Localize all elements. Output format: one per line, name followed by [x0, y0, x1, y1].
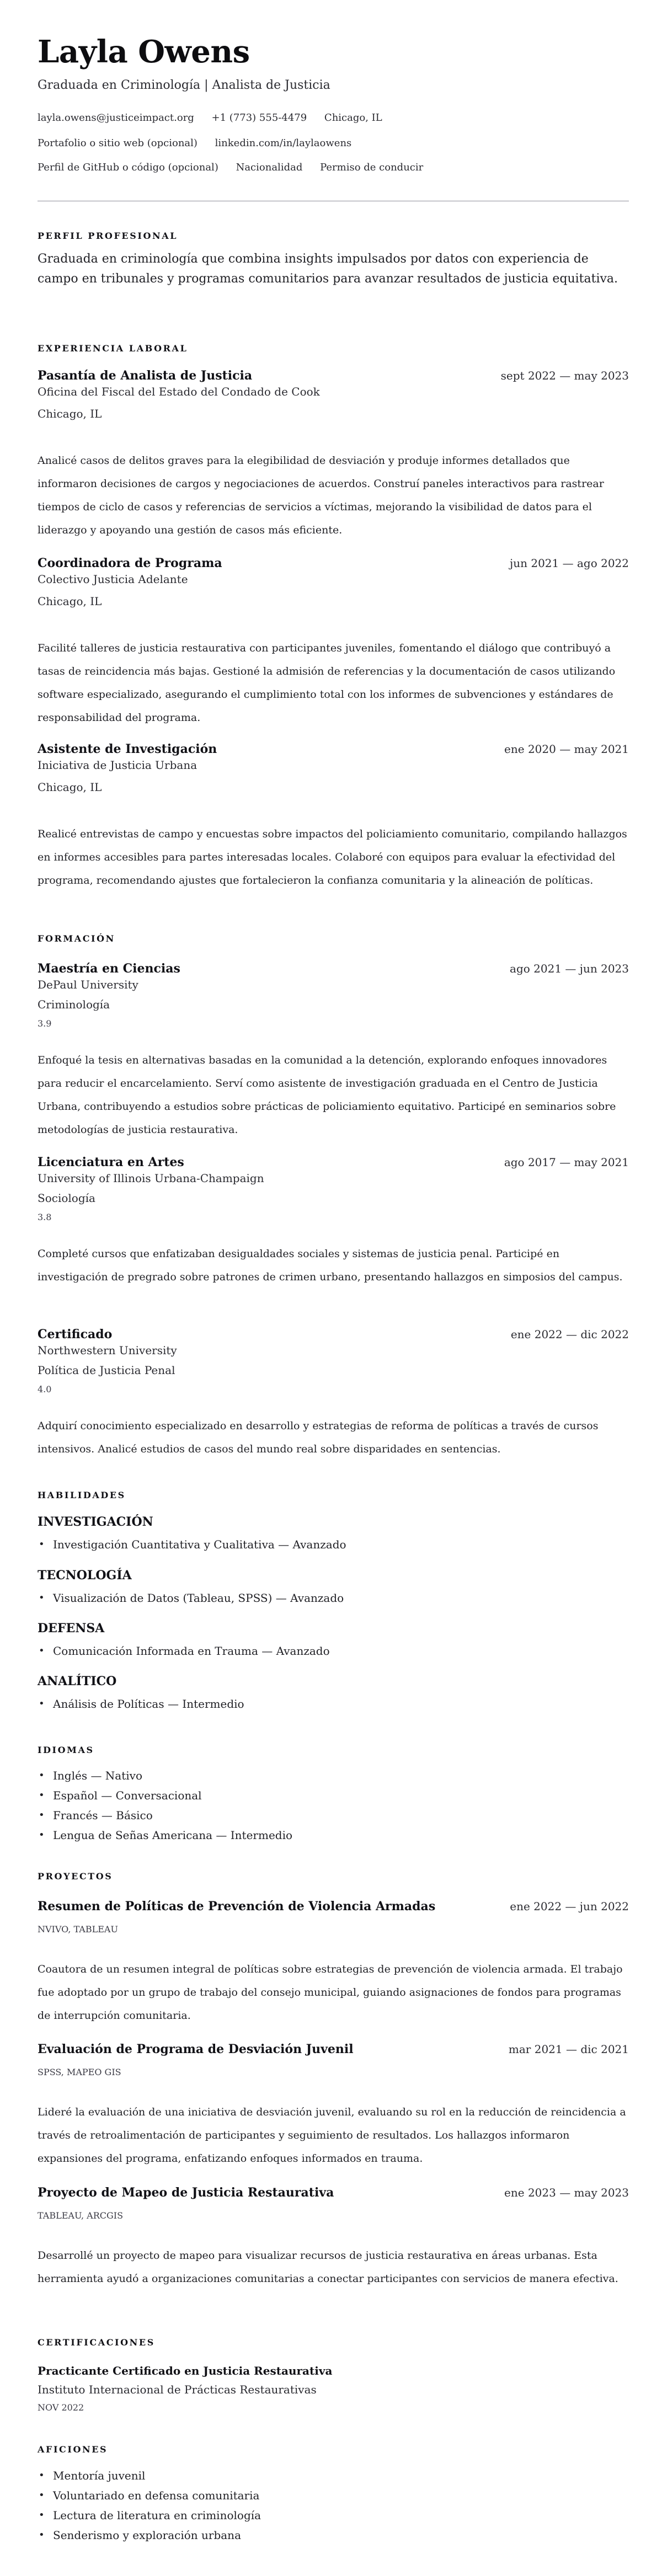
- job-title: Pasantía de Analista de Justicia: [38, 368, 253, 383]
- hobby-item: • Lectura de literatura en criminología: [38, 2508, 261, 2523]
- degree-title: Maestría en Ciencias: [38, 961, 180, 976]
- nationality-text: Nacionalidad: [236, 162, 303, 173]
- education-dates: ene 2022 — dic 2022: [510, 1328, 629, 1341]
- candidate-headline: Graduada en Criminología | Analista de Justicia: [38, 78, 330, 92]
- gpa-value: 3.9: [38, 1018, 52, 1029]
- school-name: University of Illinois Urbana-Champaign: [38, 1172, 264, 1185]
- gpa-value: 4.0: [38, 1384, 52, 1394]
- summary-text: Graduada en criminología que combina insights impulsados por datos con experiencia de campo en tribunales y programas comunitarios para avanzar resultados de justicia equitativa.: [38, 252, 618, 286]
- phone-link[interactable]: +1 (773) 555-4479: [211, 112, 307, 124]
- skill-list: [38, 1590, 344, 1606]
- certification-entry: [38, 2363, 332, 2414]
- project-tech: SPSS, MAPEO GIS: [38, 2067, 121, 2077]
- section-title-projects: PROYECTOS: [38, 1871, 113, 1882]
- education-entry: [38, 1326, 629, 1461]
- project-dates: mar 2021 — dic 2021: [508, 2043, 629, 2056]
- skill-list: [38, 1696, 244, 1712]
- project-description: Coautora de un resumen integral de políticas sobre estrategias de prevención de violencia armada. El trabajo fue adoptado por un grupo de trabajo del consejo municipal, guiando asignaciones de fondos para programas de interrupción comunitaria.: [38, 1963, 623, 2022]
- certification-issuer: Instituto Internacional de Prácticas Restaurativas: [38, 2383, 317, 2396]
- project-description: Lideré la evaluación de una iniciativa de desviación juvenil, evaluando su rol en la reducción de reincidencia a través de retroalimentación de participantes y seguimiento de resultados. Los hallazgos informaron expansiones del programa, enfatizando enfoques informados en trauma.: [38, 2106, 626, 2165]
- education-description: Adquirí conocimiento especializado en desarrollo y estrategias de reforma de políticas a través de cursos intensivos. Analicé estudios de casos del mundo real sobre disparidades en sentencias.: [38, 1420, 599, 1455]
- job-dates: ene 2020 — may 2021: [504, 742, 629, 756]
- project-name: Evaluación de Programa de Desviación Juvenil: [38, 2042, 354, 2056]
- skill-group-title: TECNOLOGÍA: [38, 1568, 132, 1583]
- contact-row-1: [38, 111, 397, 125]
- skill-item: • Visualización de Datos (Tableau, SPSS) — Avanzado: [38, 1590, 344, 1606]
- experience-entry: [38, 367, 629, 542]
- skill-group-title: ANALÍTICO: [38, 1674, 117, 1688]
- certification-date: NOV 2022: [38, 2402, 84, 2413]
- section-title-languages: IDIOMAS: [38, 1745, 94, 1755]
- job-description: Analicé casos de delitos graves para la elegibilidad de desviación y produje informes detallados que informaron decisiones de cargos y negociaciones de acuerdos. Construí paneles interactivos para rastrear tiempos de ciclo de casos y referencias de servicios a víctimas, mejorando la visibilidad de datos para el liderazgo y apoyando una gestión de casos más eficiente.: [38, 455, 604, 536]
- gpa-value: 3.8: [38, 1212, 52, 1222]
- job-organization: Colectivo Justicia Adelante: [38, 573, 188, 586]
- job-location: Chicago, IL: [38, 595, 102, 608]
- contact-row-2: [38, 137, 366, 150]
- skill-item: • Investigación Cuantitativa y Cualitativa — Avanzado: [38, 1537, 346, 1552]
- job-dates: jun 2021 — ago 2022: [510, 557, 629, 570]
- job-location: Chicago, IL: [38, 407, 102, 420]
- project-description: Desarrollé un proyecto de mapeo para visualizar recursos de justicia restaurativa en áreas urbanas. Esta herramienta ayudó a organizaciones comunitarias a conectar participantes con servicios de manera efectiva.: [38, 2249, 618, 2285]
- project-name: Resumen de Políticas de Prevención de Violencia Armadas: [38, 1899, 436, 1914]
- hobby-item: • Senderismo y exploración urbana: [38, 2527, 261, 2543]
- school-name: DePaul University: [38, 978, 138, 991]
- degree-title: Certificado: [38, 1327, 113, 1342]
- education-entry: [38, 960, 629, 1141]
- project-tech: NVIVO, TABLEAU: [38, 1924, 118, 1934]
- education-dates: ago 2021 — jun 2023: [510, 962, 629, 975]
- school-name: Northwestern University: [38, 1344, 177, 1357]
- project-tech: TABLEAU, ARCGIS: [38, 2210, 124, 2221]
- project-entry: [38, 1898, 629, 2027]
- skill-item: • Comunicación Informada en Trauma — Avanzado: [38, 1643, 330, 1659]
- project-entry: [38, 2041, 629, 2170]
- education-entry: [38, 1154, 629, 1289]
- email-link[interactable]: layla.owens@justiceimpact.org: [38, 112, 194, 124]
- project-name: Proyecto de Mapeo de Justicia Restaurativa: [38, 2185, 334, 2200]
- experience-entry: [38, 741, 629, 892]
- job-organization: Oficina del Fiscal del Estado del Condado de Cook: [38, 385, 320, 398]
- education-description: Completé cursos que enfatizaban desigualdades sociales y sistemas de justicia penal. Participé en investigación de pregrado sobre patrones de crimen urbano, presentando hallazgos en simposios del campus.: [38, 1248, 623, 1283]
- skill-group: [38, 1567, 344, 1606]
- language-item: • Español — Conversacional: [38, 1788, 292, 1803]
- skill-group: [38, 1673, 244, 1712]
- job-title: Coordinadora de Programa: [38, 556, 222, 570]
- linkedin-link[interactable]: linkedin.com/in/laylaowens: [215, 137, 352, 149]
- language-item: • Francés — Básico: [38, 1808, 292, 1823]
- skill-group-title: DEFENSA: [38, 1621, 105, 1636]
- field-of-study: Criminología: [38, 998, 110, 1011]
- field-of-study: Política de Justicia Penal: [38, 1364, 175, 1377]
- project-entry: [38, 2184, 629, 2290]
- job-dates: sept 2022 — may 2023: [500, 369, 629, 382]
- drivers-license-text: Permiso de conducir: [320, 162, 424, 173]
- language-item: • Lengua de Señas Americana — Intermedio: [38, 1827, 292, 1843]
- language-list: [38, 1768, 292, 1843]
- skill-group: [38, 1620, 330, 1659]
- portfolio-link[interactable]: Portafolio o sitio web (opcional): [38, 137, 197, 149]
- github-link[interactable]: Perfil de GitHub o código (opcional): [38, 162, 218, 173]
- skill-group-title: INVESTIGACIÓN: [38, 1515, 153, 1529]
- section-title-hobbies: AFICIONES: [38, 2444, 108, 2455]
- header-divider: [38, 200, 629, 202]
- skill-group: [38, 1514, 346, 1552]
- job-description: Realicé entrevistas de campo y encuestas sobre impactos del policiamiento comunitario, compilando hallazgos en informes accesibles para partes interesadas locales. Colaboré con equipos para evaluar la efectividad del programa, recomendando ajustes que fortalecieron la confianza comunitaria y la alineación de políticas.: [38, 828, 627, 886]
- contact-row-3: [38, 161, 437, 174]
- education-description: Enfoqué la tesis en alternativas basadas en la comunidad a la detención, explorando enfoques innovadores para reducir el encarcelamiento. Serví como asistente de investigación graduada en el Centro de Justicia Urbana, contribuyendo a estudios sobre prácticas de policiamiento equitativo. Participé en seminarios sobre metodologías de justicia restaurativa.: [38, 1054, 616, 1136]
- section-title-summary: PERFIL PROFESIONAL: [38, 231, 178, 241]
- skill-item: • Análisis de Políticas — Intermedio: [38, 1696, 244, 1712]
- candidate-name: Layla Owens: [38, 34, 250, 70]
- education-dates: ago 2017 — may 2021: [504, 1156, 629, 1169]
- field-of-study: Sociología: [38, 1191, 95, 1205]
- hobby-item: • Mentoría juvenil: [38, 2468, 261, 2483]
- section-title-education: FORMACIÓN: [38, 933, 115, 944]
- location-text: Chicago, IL: [324, 112, 382, 124]
- skill-list: [38, 1537, 346, 1552]
- hobby-item: • Voluntariado en defensa comunitaria: [38, 2488, 261, 2503]
- job-description: Facilité talleres de justicia restaurativa con participantes juveniles, fomentando el diálogo que contribuyó a tasas de reincidencia más bajas. Gestioné la admisión de referencias y la documentación de casos utilizando software especializado, asegurando el cumplimiento total con los informes de subvenciones y estándares de responsabilidad del programa.: [38, 642, 616, 724]
- hobby-list: [38, 2468, 261, 2543]
- job-title: Asistente de Investigación: [38, 742, 217, 756]
- section-title-experience: EXPERIENCIA LABORAL: [38, 343, 188, 354]
- project-dates: ene 2022 — jun 2022: [510, 1900, 629, 1913]
- project-dates: ene 2023 — may 2023: [504, 2186, 629, 2199]
- job-location: Chicago, IL: [38, 781, 102, 794]
- section-title-skills: HABILIDADES: [38, 1490, 126, 1500]
- job-organization: Iniciativa de Justicia Urbana: [38, 758, 197, 772]
- skill-list: [38, 1643, 330, 1659]
- section-title-certifications: CERTIFICACIONES: [38, 2337, 155, 2348]
- experience-entry: [38, 555, 629, 729]
- certification-name: Practicante Certificado en Justicia Restaurativa: [38, 2364, 333, 2377]
- degree-title: Licenciatura en Artes: [38, 1155, 184, 1169]
- language-item: • Inglés — Nativo: [38, 1768, 292, 1783]
